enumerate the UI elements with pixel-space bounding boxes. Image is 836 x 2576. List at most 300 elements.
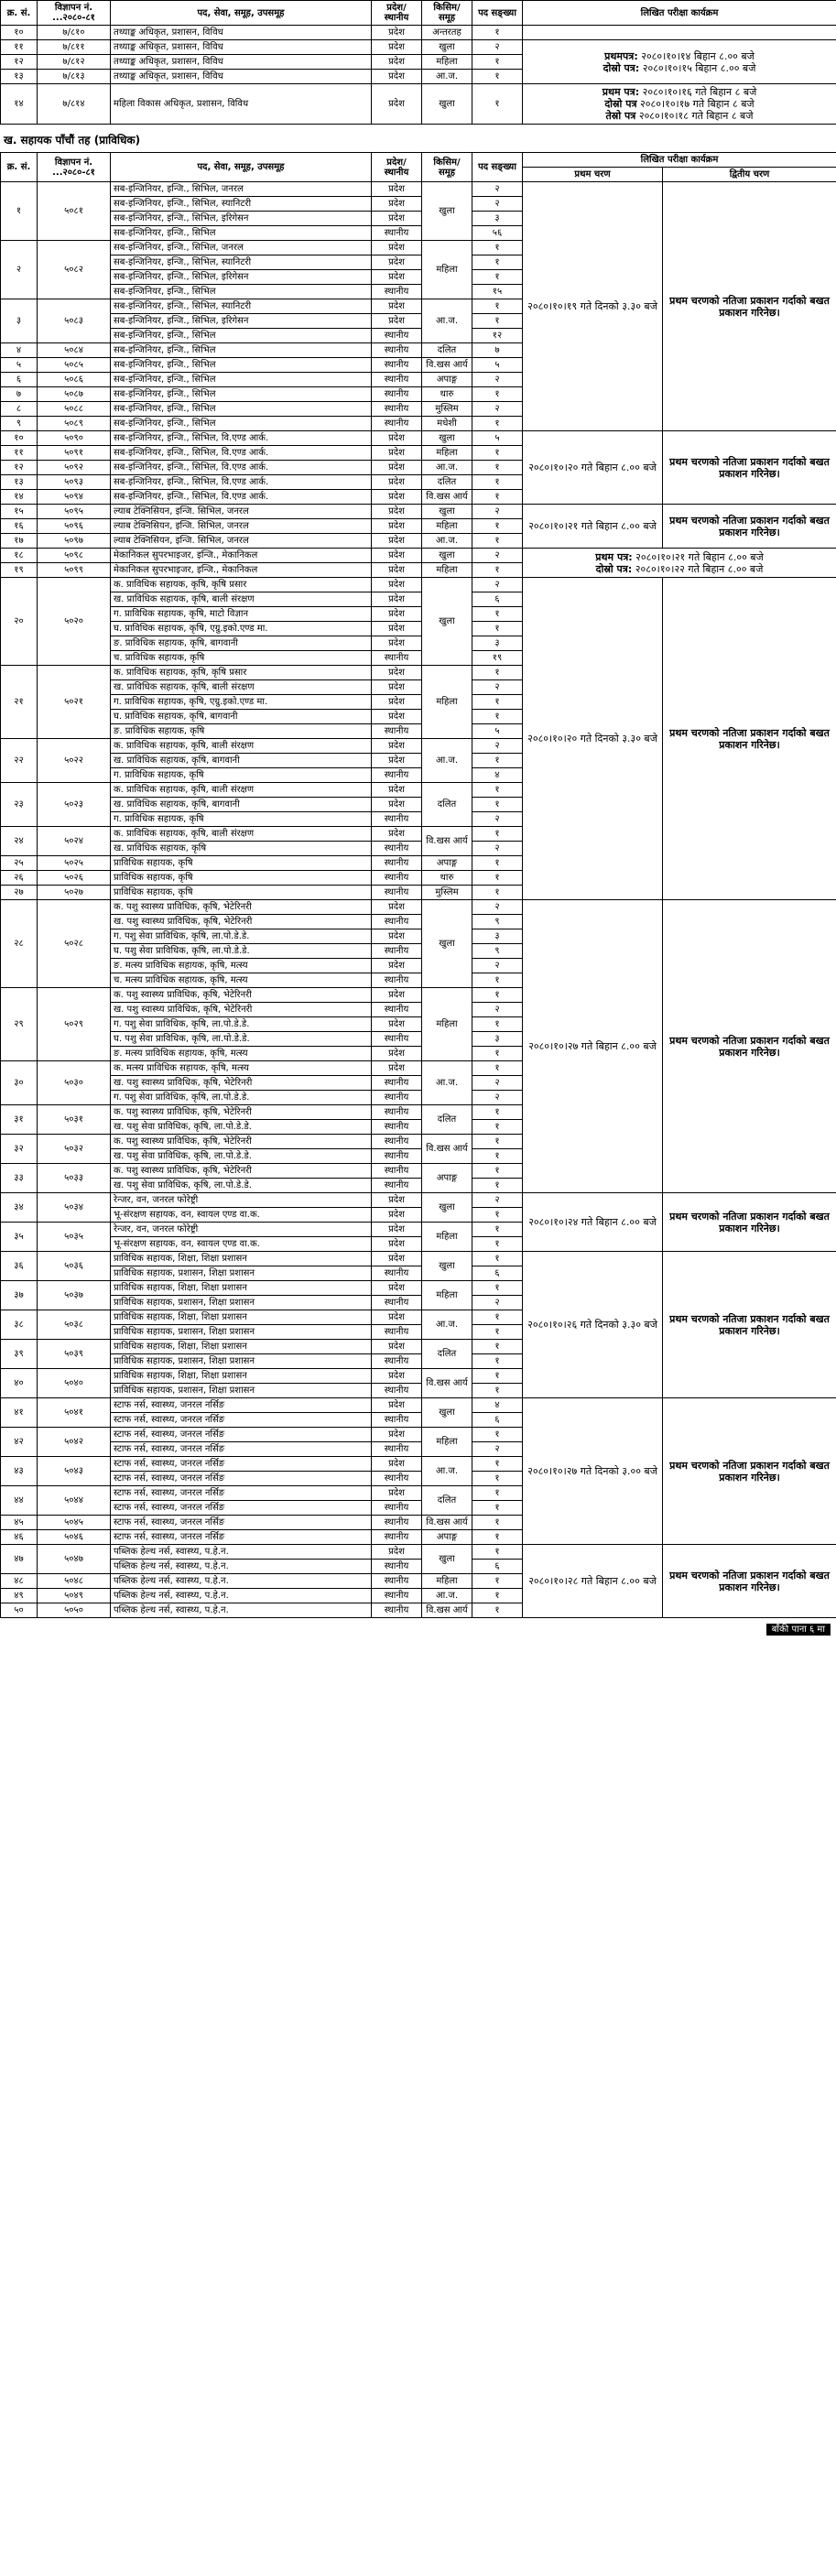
post-cell: स्टाफ नर्स, स्वास्थ्य, जनरल नर्सिङ (111, 1472, 372, 1486)
first-stage-schedule: २०८०।१०।२१ गते बिहान ८.०० बजे (523, 505, 663, 549)
adv-cell: ५०८४ (38, 343, 111, 358)
count-cell: १ (472, 475, 523, 490)
type-cell: मधेशी (422, 417, 472, 431)
type-cell: खुला (422, 505, 472, 519)
type-cell: अन्तरतह (422, 26, 472, 40)
level-cell: प्रदेश (372, 798, 422, 812)
count-cell: १२ (472, 329, 523, 343)
count-cell: १ (472, 1179, 523, 1193)
table-row (1, 505, 836, 519)
type-cell: महिला (422, 55, 472, 70)
level-cell: प्रदेश (372, 827, 422, 842)
level-cell: प्रदेश (372, 1428, 422, 1442)
post-cell: स्टाफ नर्स, स्वास्थ्य, जनरल नर्सिङ (111, 1457, 372, 1472)
count-cell: १ (472, 84, 523, 125)
serial-cell: १६ (1, 519, 38, 534)
serial-cell: ७ (1, 387, 38, 402)
post-cell: सब-इन्जिनियर, इन्जि., सिभिल (111, 329, 372, 343)
post-cell: प्राविधिक सहायक, प्रशासन, शिक्षा प्रशासन (111, 1384, 372, 1398)
adv-cell: ५०३९ (38, 1340, 111, 1369)
level-cell: स्थानीय (372, 1076, 422, 1091)
post-cell: ख. पशु स्वास्थ्य प्राविधिक, कृषि, भेटेरिनरी (111, 915, 372, 929)
serial-cell: १० (1, 26, 38, 40)
serial-cell: ४२ (1, 1428, 38, 1457)
adv-cell: ५०५० (38, 1603, 111, 1618)
type-cell: आ.ज. (422, 739, 472, 783)
level-cell: स्थानीय (372, 1384, 422, 1398)
level-cell: प्रदेश (372, 622, 422, 636)
type-cell: वि.खस आर्य (422, 827, 472, 856)
level-cell: प्रदेश (372, 710, 422, 724)
count-cell: १ (472, 1223, 523, 1237)
top-header-cell: पद, सेवा, समूह, उपसमूह (111, 1, 372, 26)
serial-cell: १९ (1, 563, 38, 578)
type-cell: दलित (422, 1486, 472, 1516)
count-cell: १ (472, 1252, 523, 1266)
level-cell: प्रदेश (372, 1369, 422, 1384)
level-cell: प्रदेश (372, 519, 422, 534)
post-cell: प्राविधिक सहायक, कृषि (111, 886, 372, 900)
type-cell: दलित (422, 1105, 472, 1135)
level-cell: स्थानीय (372, 1501, 422, 1516)
count-cell: १ (472, 783, 523, 798)
adv-cell: ५०४० (38, 1369, 111, 1398)
adv-cell: ५०८५ (38, 358, 111, 373)
top-header-cell: पद सङ्ख्या (472, 1, 523, 26)
count-cell: ६ (472, 592, 523, 607)
adv-cell: ५०२३ (38, 783, 111, 827)
post-cell: मेकानिकल सुपरभाइजर, इन्जि., मेकानिकल (111, 549, 372, 563)
type-cell: वि.खस आर्य (422, 1516, 472, 1530)
post-cell: सब-इन्जिनियर, इन्जि., सिभिल, वि.एण्ड आर्क. (111, 446, 372, 461)
type-cell: आ.ज. (422, 534, 472, 549)
type-cell: खुला (422, 578, 472, 666)
type-cell: महिला (422, 1574, 472, 1589)
adv-cell: ५०३५ (38, 1223, 111, 1252)
post-cell: च. प्राविधिक सहायक, कृषि (111, 651, 372, 666)
post-cell: क. पशु स्वास्थ्य प्राविधिक, कृषि, भेटेरिनरी (111, 1135, 372, 1149)
post-cell: तथ्याङ्क अधिकृत, प्रशासन, विविध (111, 26, 372, 40)
level-cell: स्थानीय (372, 1574, 422, 1589)
adv-cell: ५०३० (38, 1061, 111, 1105)
level-cell: प्रदेश (372, 1047, 422, 1061)
count-cell: १ (472, 1135, 523, 1149)
post-cell: महिला विकास अधिकृत, प्रशासन, विविध (111, 84, 372, 125)
type-cell: अपाङ्ग (422, 373, 472, 387)
type-cell: मुस्लिम (422, 886, 472, 900)
type-cell: आ.ज. (422, 299, 472, 343)
level-cell: प्रदेश (372, 490, 422, 505)
post-cell: प्राविधिक सहायक, प्रशासन, शिक्षा प्रशासन (111, 1354, 372, 1369)
post-cell: क. पशु स्वास्थ्य प्राविधिक, कृषि, भेटेरिनरी (111, 1105, 372, 1120)
first-stage-schedule: २०८०।१०।२० गते बिहान ८.०० बजे (523, 431, 663, 505)
count-cell: २ (472, 959, 523, 973)
count-cell: २ (472, 812, 523, 827)
count-cell: १ (472, 1281, 523, 1296)
level-cell: स्थानीय (372, 1413, 422, 1428)
type-cell: आ.ज. (422, 1457, 472, 1486)
level-cell: स्थानीय (372, 1472, 422, 1486)
post-cell: स्टाफ नर्स, स्वास्थ्य, जनरल नर्सिङ (111, 1428, 372, 1442)
count-cell: २ (472, 1003, 523, 1017)
level-cell: स्थानीय (372, 1135, 422, 1149)
table-row (1, 1252, 836, 1266)
top-header-cell: लिखित परीक्षा कार्यक्रम (523, 1, 836, 26)
table-row (1, 549, 836, 563)
serial-cell: ३० (1, 1061, 38, 1105)
count-cell: १ (472, 1472, 523, 1486)
serial-cell: ११ (1, 40, 38, 55)
post-cell: क. मत्स्य प्राविधिक सहायक, कृषि, मत्स्य (111, 1061, 372, 1076)
count-cell: ३ (472, 636, 523, 651)
schedule-line: प्रथम पत्र: २०८०।१०।१६ गते बिहान ८ बजे (602, 86, 757, 98)
serial-cell: १३ (1, 70, 38, 84)
page-footer (0, 1618, 836, 1638)
type-cell: दलित (422, 1340, 472, 1369)
level-cell: स्थानीय (372, 1589, 422, 1603)
count-cell: २ (472, 182, 523, 197)
serial-cell: २० (1, 578, 38, 666)
header-serial: क्र. सं. (1, 153, 38, 182)
count-cell: १ (472, 1340, 523, 1354)
count-cell: १ (472, 1574, 523, 1589)
level-cell: स्थानीय (372, 1003, 422, 1017)
level-cell: स्थानीय (372, 812, 422, 827)
count-cell: ५ (472, 358, 523, 373)
post-cell: प्राविधिक सहायक, कृषि (111, 871, 372, 886)
post-cell: स्टाफ नर्स, स्वास्थ्य, जनरल नर्सिङ (111, 1516, 372, 1530)
serial-cell: ४० (1, 1369, 38, 1398)
count-cell: १ (472, 1120, 523, 1135)
type-cell: खुला (422, 84, 472, 125)
table-row (1, 40, 836, 55)
level-cell: प्रदेश (372, 592, 422, 607)
main-table (0, 152, 836, 1618)
level-cell: प्रदेश (372, 563, 422, 578)
count-cell: ६ (472, 1560, 523, 1574)
level-cell: स्थानीय (372, 1032, 422, 1047)
count-cell: १ (472, 534, 523, 549)
adv-cell: ५०८२ (38, 241, 111, 299)
header-post: पद, सेवा, समूह, उपसमूह (111, 153, 372, 182)
serial-cell: १२ (1, 55, 38, 70)
level-cell: स्थानीय (372, 1325, 422, 1340)
adv-cell: ५०२७ (38, 886, 111, 900)
post-cell: सब-इन्जिनियर, इन्जि., सिभिल (111, 285, 372, 299)
serial-cell: ४६ (1, 1530, 38, 1545)
level-cell: प्रदेश (372, 70, 422, 84)
level-cell: प्रदेश (372, 197, 422, 212)
count-cell: १ (472, 1486, 523, 1501)
schedule-line: प्रथमपत्र: २०८०।१०।१४ बिहान ८.०० बजे (604, 49, 755, 62)
level-cell: प्रदेश (372, 1017, 422, 1032)
adv-cell: ५०२६ (38, 871, 111, 886)
level-cell: स्थानीय (372, 944, 422, 959)
serial-cell: १० (1, 431, 38, 446)
count-cell: ७ (472, 343, 523, 358)
level-cell: प्रदेश (372, 1340, 422, 1354)
adv-cell: ५०३२ (38, 1135, 111, 1164)
schedule-line: दोस्रो पत्र २०८०।१०।१७ गते बिहान ८ बजे (604, 98, 755, 110)
post-cell: पब्लिक हेल्थ नर्स, स्वास्थ्य, प.हे.न. (111, 1560, 372, 1574)
type-cell: थारु (422, 871, 472, 886)
level-cell: स्थानीय (372, 329, 422, 343)
second-stage-note: प्रथम चरणको नतिजा प्रकाशन गर्दाको बखत प्रकाशन गरिनेछ। (663, 900, 836, 1193)
level-cell: प्रदेश (372, 666, 422, 680)
level-cell: प्रदेश (372, 299, 422, 314)
first-stage-schedule: २०८०।१०।२७ गते दिनको ३.०० बजे (523, 1398, 663, 1545)
level-cell: स्थानीय (372, 1530, 422, 1545)
count-cell: २ (472, 197, 523, 212)
level-cell: प्रदेश (372, 431, 422, 446)
post-cell: ख. पशु सेवा प्राविधिक, कृषि, ला.पो.डे.डे. (111, 1149, 372, 1164)
count-cell: २ (472, 1076, 523, 1091)
post-cell: स्टाफ नर्स, स्वास्थ्य, जनरल नर्सिङ (111, 1413, 372, 1428)
level-cell: स्थानीय (372, 1179, 422, 1193)
count-cell: १ (472, 1208, 523, 1223)
adv-cell: ५०४१ (38, 1398, 111, 1428)
level-cell: प्रदेश (372, 754, 422, 768)
type-cell: महिला (422, 1281, 472, 1310)
post-cell: ख. प्राविधिक सहायक, कृषि, बागवानी (111, 798, 372, 812)
serial-cell: १४ (1, 84, 38, 125)
adv-cell: ५०३१ (38, 1105, 111, 1135)
count-cell: १ (472, 446, 523, 461)
serial-cell: ४ (1, 343, 38, 358)
adv-cell: ५०३७ (38, 1281, 111, 1310)
continued-label: बाँकी पाना ६ मा (766, 1624, 831, 1636)
table-row (1, 431, 836, 446)
count-cell: ३ (472, 1032, 523, 1047)
post-cell: सब-इन्जिनियर, इन्जि., सिभिल, जनरल (111, 241, 372, 255)
level-cell: प्रदेश (372, 270, 422, 285)
level-cell: स्थानीय (372, 1091, 422, 1105)
level-cell: प्रदेश (372, 549, 422, 563)
level-cell: प्रदेश (372, 534, 422, 549)
post-cell: ख. पशु सेवा प्राविधिक, कृषि, ला.पो.डे.डे. (111, 1120, 372, 1135)
type-cell: खुला (422, 40, 472, 55)
post-cell: ख. पशु स्वास्थ्य प्राविधिक, कृषि, भेटेरिनरी (111, 1076, 372, 1091)
level-cell: प्रदेश (372, 314, 422, 329)
count-cell: १ (472, 710, 523, 724)
post-cell: क. पशु स्वास्थ्य प्राविधिक, कृषि, भेटेरिनरी (111, 900, 372, 915)
post-cell: प्राविधिक सहायक, शिक्षा, शिक्षा प्रशासन (111, 1340, 372, 1354)
type-cell: खुला (422, 182, 472, 241)
serial-cell: २५ (1, 856, 38, 871)
top-header-cell: प्रदेश/ स्थानीय (372, 1, 422, 26)
count-cell: २ (472, 900, 523, 915)
adv-cell: ५०९७ (38, 534, 111, 549)
second-stage-note: प्रथम चरणको नतिजा प्रकाशन गर्दाको बखत प्रकाशन गरिनेछ। (663, 1252, 836, 1398)
level-cell: प्रदेश (372, 1208, 422, 1223)
second-stage-note: प्रथम चरणको नतिजा प्रकाशन गर्दाको बखत प्रकाशन गरिनेछ। (663, 505, 836, 549)
table-row (1, 900, 836, 915)
post-cell: ख. प्राविधिक सहायक, कृषि, बाली संरक्षण (111, 592, 372, 607)
top-header-row (1, 1, 836, 26)
post-cell: तथ्याङ्क अधिकृत, प्रशासन, विविध (111, 40, 372, 55)
level-cell: प्रदेश (372, 446, 422, 461)
count-cell: ९ (472, 915, 523, 929)
post-cell: ख. प्राविधिक सहायक, कृषि, बाली संरक्षण (111, 680, 372, 695)
type-cell: आ.ज. (422, 1310, 472, 1340)
top-header-cell: क्र. सं. (1, 1, 38, 26)
count-cell: १ (472, 1149, 523, 1164)
table-row (1, 1193, 836, 1208)
serial-cell: २६ (1, 871, 38, 886)
level-cell: प्रदेश (372, 695, 422, 710)
type-cell: आ.ज. (422, 1589, 472, 1603)
level-cell: स्थानीय (372, 973, 422, 988)
post-cell: सब-इन्जिनियर, इन्जि., सिभिल (111, 402, 372, 417)
type-cell: खुला (422, 1398, 472, 1428)
type-cell: खुला (422, 431, 472, 446)
count-cell: १ (472, 1589, 523, 1603)
type-cell: दलित (422, 783, 472, 827)
count-cell: ५ (472, 724, 523, 739)
count-cell: १ (472, 1164, 523, 1179)
adv-cell: ५०४४ (38, 1486, 111, 1516)
type-cell: वि.खस आर्य (422, 358, 472, 373)
second-stage-note: प्रथम चरणको नतिजा प्रकाशन गर्दाको बखत प्रकाशन गरिनेछ। (663, 1193, 836, 1252)
level-cell: प्रदेश (372, 607, 422, 622)
top-table (0, 0, 836, 125)
post-cell: क. प्राविधिक सहायक, कृषि, कृषि प्रसार (111, 666, 372, 680)
count-cell: २ (472, 1442, 523, 1457)
post-cell: प्राविधिक सहायक, शिक्षा, शिक्षा प्रशासन (111, 1252, 372, 1266)
post-cell: च. मत्स्य प्राविधिक सहायक, कृषि, मत्स्य (111, 973, 372, 988)
serial-cell: ३७ (1, 1281, 38, 1310)
level-cell: प्रदेश (372, 1281, 422, 1296)
count-cell: १ (472, 1354, 523, 1369)
top-header-cell: विज्ञापन नं. ...२०८०-८१ (38, 1, 111, 26)
level-cell: प्रदेश (372, 1457, 422, 1472)
serial-cell: १७ (1, 534, 38, 549)
type-cell: दलित (422, 475, 472, 490)
level-cell: प्रदेश (372, 461, 422, 475)
type-cell: दलित (422, 343, 472, 358)
post-cell: ख. प्राविधिक सहायक, कृषि, बागवानी (111, 754, 372, 768)
second-stage-note: प्रथम चरणको नतिजा प्रकाशन गर्दाको बखत प्रकाशन गरिनेछ। (663, 1545, 836, 1618)
adv-cell: ५०४९ (38, 1589, 111, 1603)
count-cell: १ (472, 387, 523, 402)
serial-cell: १३ (1, 475, 38, 490)
level-cell: प्रदेश (372, 1193, 422, 1208)
level-cell: स्थानीय (372, 387, 422, 402)
post-cell: घ. प्राविधिक सहायक, कृषि, एग्रु.इको.एण्ड मा. (111, 622, 372, 636)
post-cell: सब-इन्जिनियर, इन्जि., सिभिल, वि.एण्ड आर्क. (111, 461, 372, 475)
post-cell: क. पशु स्वास्थ्य प्राविधिक, कृषि, भेटेरिनरी (111, 1164, 372, 1179)
type-cell: महिला (422, 241, 472, 299)
post-cell: सब-इन्जिनियर, इन्जि., सिभिल (111, 226, 372, 241)
post-cell: घ. प्राविधिक सहायक, कृषि, बागवानी (111, 710, 372, 724)
type-cell: अपाङ्ग (422, 1530, 472, 1545)
count-cell: २ (472, 739, 523, 754)
post-cell: तथ्याङ्क अधिकृत, प्रशासन, विविध (111, 55, 372, 70)
adv-cell: ५०४३ (38, 1457, 111, 1486)
count-cell: १ (472, 798, 523, 812)
post-cell: ख. प्राविधिक सहायक, कृषि (111, 842, 372, 856)
serial-cell: ४४ (1, 1486, 38, 1516)
level-cell: स्थानीय (372, 856, 422, 871)
table-row (1, 26, 836, 40)
post-cell: पब्लिक हेल्थ नर्स, स्वास्थ्य, प.हे.न. (111, 1545, 372, 1560)
type-cell: अपाङ्ग (422, 1164, 472, 1193)
level-cell: स्थानीय (372, 285, 422, 299)
level-cell: प्रदेश (372, 255, 422, 270)
level-cell: स्थानीय (372, 724, 422, 739)
post-cell: क. प्राविधिक सहायक, कृषि, बाली संरक्षण (111, 827, 372, 842)
first-stage-schedule: २०८०।१०।२४ गते बिहान ८.०० बजे (523, 1193, 663, 1252)
level-cell: स्थानीय (372, 651, 422, 666)
type-cell: आ.ज. (422, 461, 472, 475)
post-cell: भू-संरक्षण सहायक, वन, स्वायल एण्ड वा.क. (111, 1237, 372, 1252)
post-cell: सब-इन्जिनियर, इन्जि., सिभिल (111, 358, 372, 373)
count-cell: १ (472, 1501, 523, 1516)
count-cell: १ (472, 666, 523, 680)
serial-cell: ३८ (1, 1310, 38, 1340)
count-cell: १ (472, 1017, 523, 1032)
level-cell: प्रदेश (372, 929, 422, 944)
post-cell: ग. प्राविधिक सहायक, कृषि (111, 768, 372, 783)
post-cell: प्राविधिक सहायक, शिक्षा, शिक्षा प्रशासन (111, 1369, 372, 1384)
count-cell: १ (472, 1530, 523, 1545)
level-cell: स्थानीय (372, 402, 422, 417)
count-cell: १ (472, 519, 523, 534)
level-cell: स्थानीय (372, 343, 422, 358)
post-cell: सब-इन्जिनियर, इन्जि., सिभिल (111, 373, 372, 387)
first-stage-schedule: २०८०।१०।१९ गते दिनको ३.३० बजे (523, 182, 663, 431)
type-cell: अपाङ्ग (422, 856, 472, 871)
first-stage-schedule: २०८०।१०।२७ गते बिहान ८.०० बजे (523, 900, 663, 1193)
type-cell: महिला (422, 666, 472, 739)
level-cell: स्थानीय (372, 1442, 422, 1457)
post-cell: सब-इन्जिनियर, इन्जि., सिभिल, वि.एण्ड आर्क. (111, 431, 372, 446)
second-stage-note: प्रथम चरणको नतिजा प्रकाशन गर्दाको बखत प्रकाशन गरिनेछ। (663, 1398, 836, 1545)
adv-cell: ७/८१३ (38, 70, 111, 84)
count-cell: ६ (472, 1266, 523, 1281)
serial-cell: ३३ (1, 1164, 38, 1193)
level-cell: स्थानीय (372, 1603, 422, 1618)
adv-cell: ५०२० (38, 578, 111, 666)
count-cell: १ (472, 607, 523, 622)
count-cell: २ (472, 373, 523, 387)
adv-cell: ५०४२ (38, 1428, 111, 1457)
exam-schedule (523, 84, 836, 125)
table-row (1, 578, 836, 592)
schedule-line: दोस्रो पत्र: २०८०।१०।१५ बिहान ८.०० बजे (603, 61, 756, 74)
count-cell: १ (472, 988, 523, 1003)
post-cell: ग. प्राविधिक सहायक, कृषि (111, 812, 372, 827)
type-cell: आ.ज. (422, 1061, 472, 1105)
type-cell: महिला (422, 446, 472, 461)
count-cell: १ (472, 1310, 523, 1325)
count-cell: ३ (472, 929, 523, 944)
type-cell: वि.खस आर्य (422, 1603, 472, 1618)
table-row (1, 84, 836, 125)
post-cell: तथ्याङ्क अधिकृत, प्रशासन, विविध (111, 70, 372, 84)
level-cell: स्थानीय (372, 1296, 422, 1310)
serial-cell: २२ (1, 739, 38, 783)
serial-cell: ३९ (1, 1340, 38, 1369)
first-stage-schedule: २०८०।१०।२६ गते दिनको ३.३० बजे (523, 1252, 663, 1398)
post-cell: सब-इन्जिनियर, इन्जि., सिभिल, स्यानिटरी (111, 255, 372, 270)
type-cell: खुला (422, 549, 472, 563)
serial-cell: ३ (1, 299, 38, 343)
count-cell: ३ (472, 212, 523, 226)
count-cell: १ (472, 1428, 523, 1442)
type-cell: खुला (422, 900, 472, 988)
level-cell: स्थानीय (372, 226, 422, 241)
